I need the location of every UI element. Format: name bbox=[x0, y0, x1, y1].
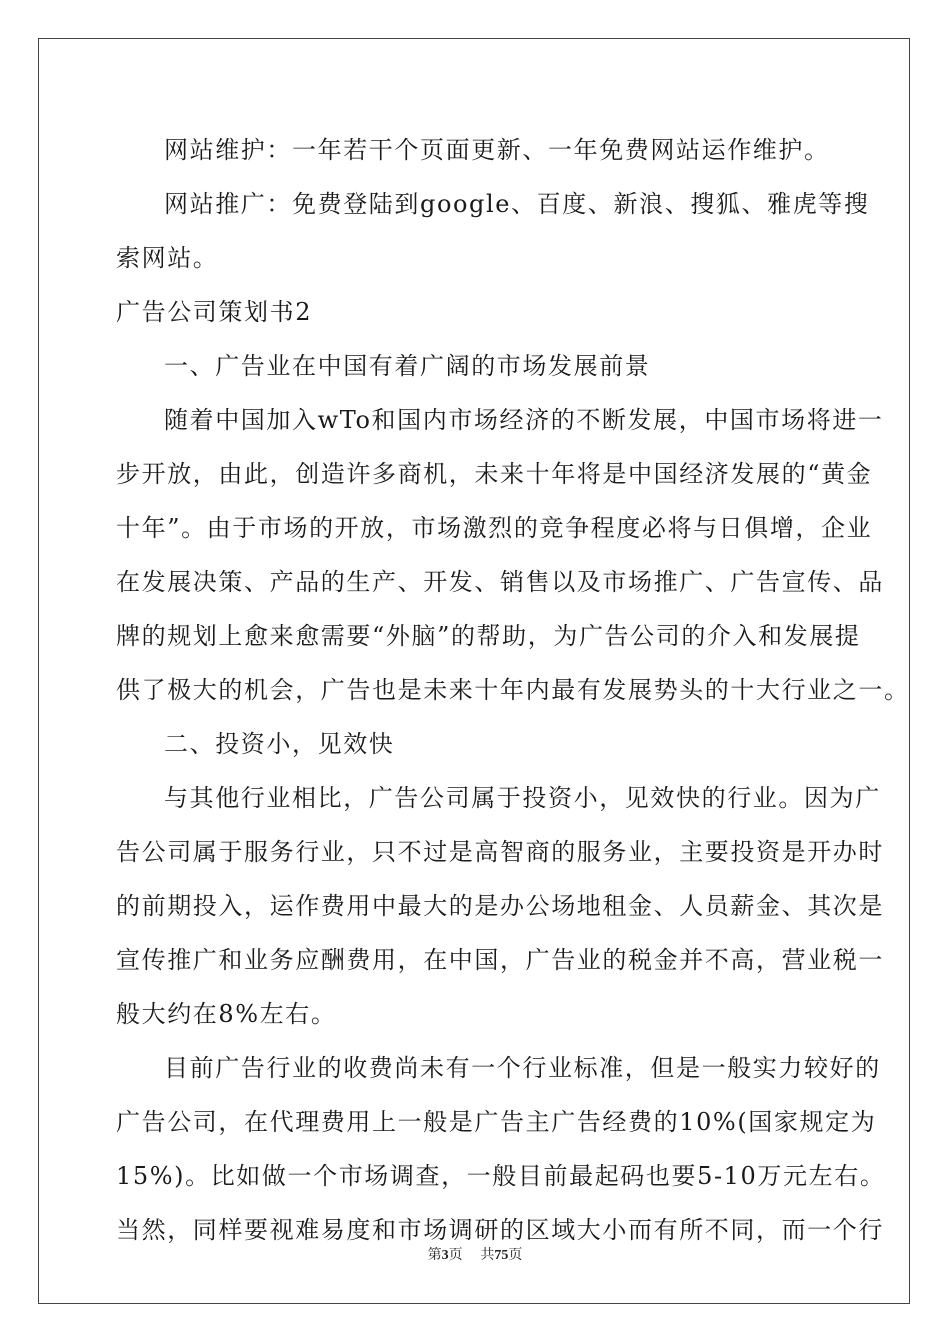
total-suffix: 页 bbox=[508, 1247, 523, 1263]
paragraph-line: 目前广告行业的收费尚未有一个行业标准，但是一般实力较好的 bbox=[164, 1054, 881, 1082]
page-prefix: 第 bbox=[427, 1247, 442, 1263]
page-footer bbox=[0, 1244, 950, 1264]
current-page-number: 3 bbox=[441, 1248, 449, 1263]
paragraph-line: 牌的规划上愈来愈需要“外脑”的帮助，为广告公司的介入和发展提 bbox=[116, 622, 861, 650]
page-suffix: 页 bbox=[448, 1247, 463, 1263]
paragraph-line: 网站维护：一年若干个页面更新、一年免费网站运作维护。 bbox=[164, 136, 830, 164]
section-heading: 一、广告业在中国有着广阔的市场发展前景 bbox=[164, 352, 651, 380]
section-heading: 二、投资小，见效快 bbox=[164, 730, 395, 758]
paragraph-line: 当然，同样要视难易度和市场调研的区域大小而有所不同，而一个行 bbox=[116, 1216, 884, 1244]
paragraph-line: 与其他行业相比，广告公司属于投资小，见效快的行业。因为广 bbox=[164, 784, 881, 812]
paragraph-line: 告公司属于服务行业，只不过是高智商的服务业，主要投资是开办时 bbox=[116, 838, 884, 866]
paragraph-line: 在发展决策、产品的生产、开发、销售以及市场推广、广告宣传、品 bbox=[116, 568, 884, 596]
paragraph-line: 供了极大的机会，广告也是未来十年内最有发展势头的十大行业之一。 bbox=[116, 676, 910, 704]
total-page-count: 75 bbox=[494, 1248, 509, 1263]
total-prefix: 共 bbox=[480, 1247, 495, 1263]
section-title: 广告公司策划书2 bbox=[116, 298, 313, 326]
paragraph-line: 步开放，由此，创造许多商机，未来十年将是中国经济发展的“黄金 bbox=[116, 460, 873, 488]
paragraph-line: 宣传推广和业务应酬费用，在中国，广告业的税金并不高，营业税一 bbox=[116, 946, 884, 974]
paragraph-line: 随着中国加入wTo和国内市场经济的不断发展，中国市场将进一 bbox=[164, 406, 884, 434]
paragraph-line: 般大约在8%左右。 bbox=[116, 1000, 337, 1028]
paragraph-line: 网站推广：免费登陆到google、百度、新浪、搜狐、雅虎等搜 bbox=[164, 190, 870, 218]
paragraph-line: 十年”。由于市场的开放，市场激烈的竞争程度必将与日俱增，企业 bbox=[116, 514, 873, 542]
paragraph-line: 索网站。 bbox=[116, 244, 219, 272]
paragraph-line: 的前期投入，运作费用中最大的是办公场地租金、人员薪金、其次是 bbox=[116, 892, 884, 920]
paragraph-line: 15%)。比如做一个市场调查，一般目前最起码也要5-10万元左右。 bbox=[116, 1162, 886, 1190]
document-body bbox=[116, 128, 910, 1262]
paragraph-line: 广告公司，在代理费用上一般是广告主广告经费的10%(国家规定为 bbox=[116, 1108, 877, 1136]
